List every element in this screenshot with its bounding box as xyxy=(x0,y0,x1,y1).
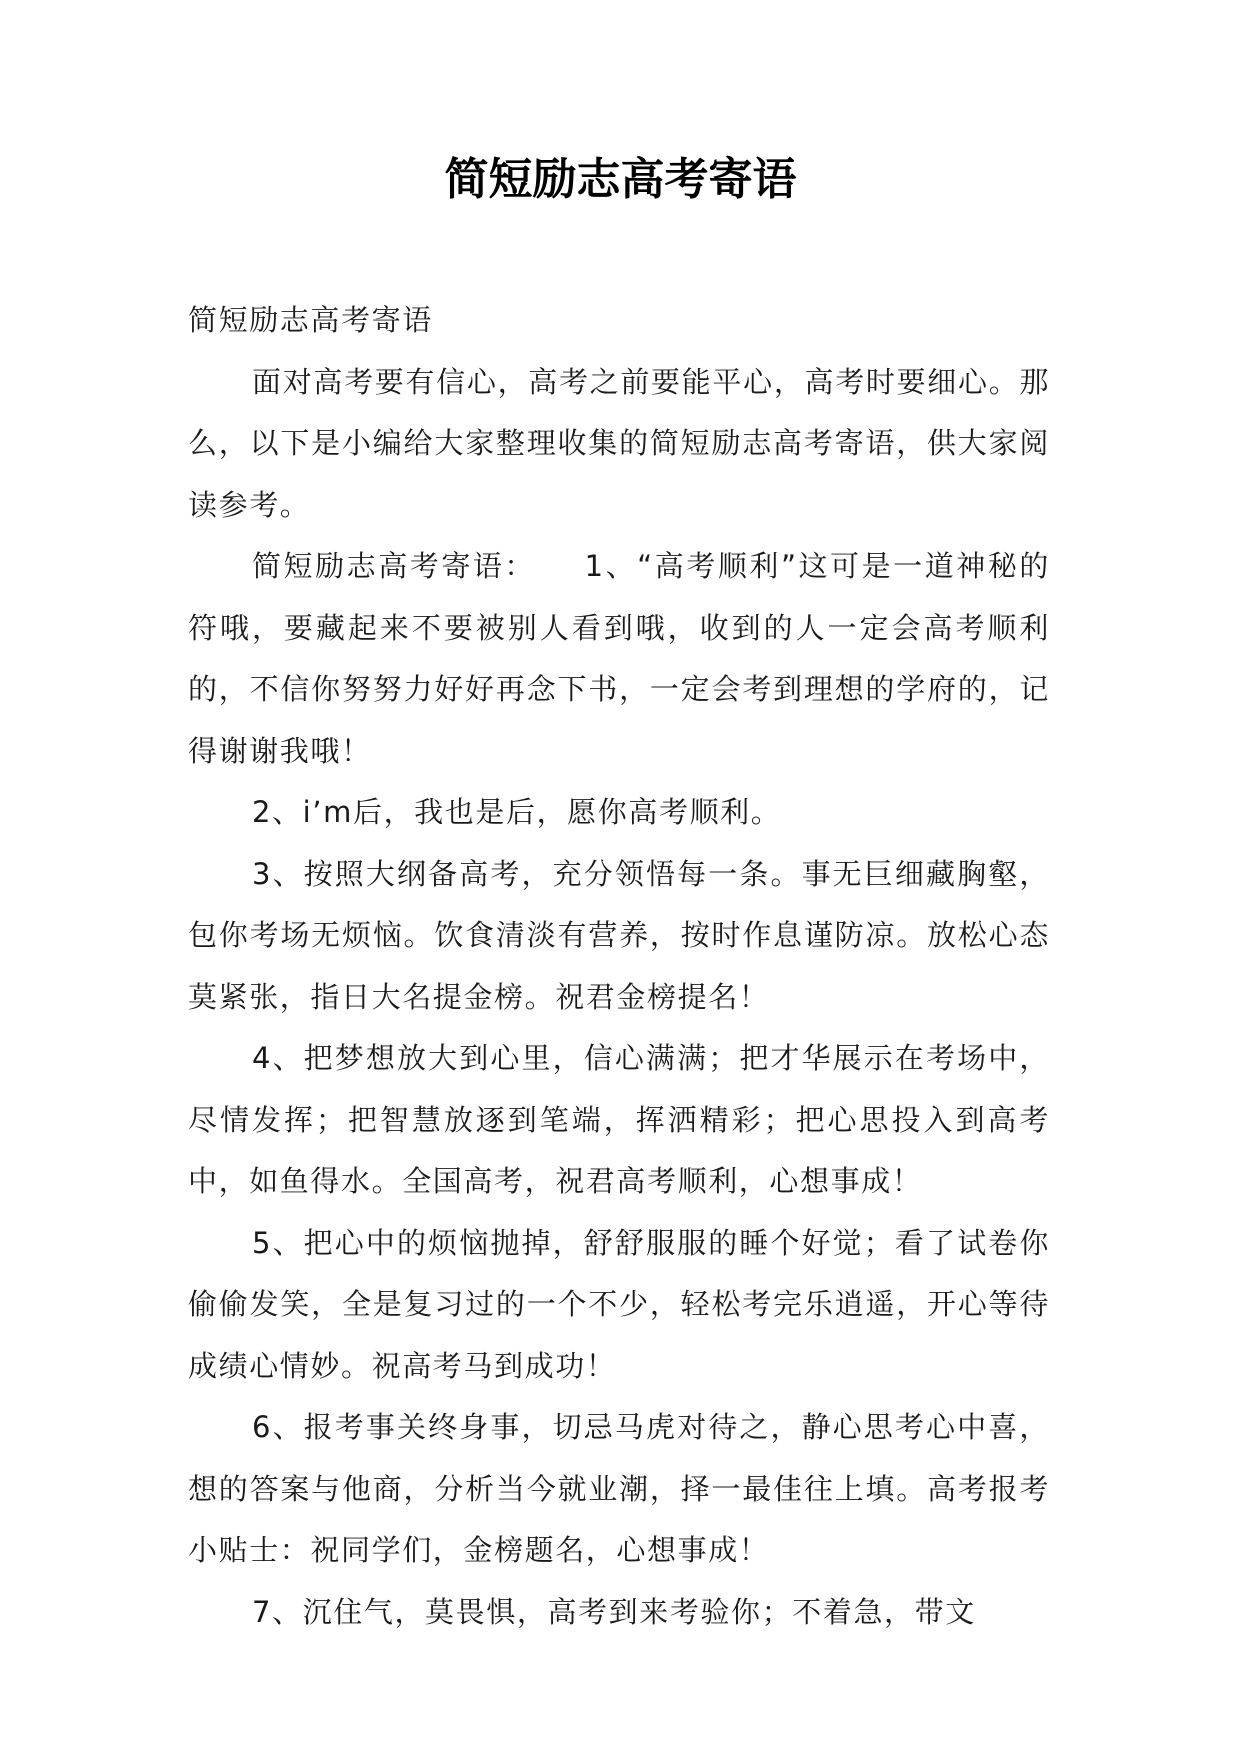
document-title: 简短励志高考寄语 xyxy=(444,154,797,205)
document-body xyxy=(188,290,1050,1643)
body-paragraph: 2、i’m后，我也是后，愿你高考顺利。 xyxy=(252,795,782,829)
body-paragraph: 面对高考要有信心，高考之前要能平心，高考时要细心。那么，以下是小编给大家整理收集的简短励志高考寄语，供大家阅读参考。 xyxy=(188,364,1050,522)
body-paragraph: 7、沉住气，莫畏惧，高考到来考验你；不着急，带文 xyxy=(252,1594,976,1629)
body-paragraph: 3、按照大纲备高考，充分领悟每一条。事无巨细藏胸壑，包你考场无烦恼。饮食清淡有营养，按时作息谨防凉。放松心态莫紧张，指日大名提金榜。祝君金榜提名！ xyxy=(188,856,1050,1014)
body-paragraph: 简短励志高考寄语： 1、“高考顺利”这可是一道神秘的符哦，要藏起来不要被别人看到哦，收到的人一定会高考顺利的，不信你努努力好好再念下书，一定会考到理想的学府的，记得谢谢我哦！ xyxy=(188,549,1050,768)
body-paragraph: 5、把心中的烦恼抛掉，舒舒服服的睡个好觉；看了试卷你偷偷发笑，全是复习过的一个不少，轻松考完乐逍遥，开心等待成绩心情妙。祝高考马到成功！ xyxy=(188,1225,1050,1383)
document-subtitle: 简短励志高考寄语 xyxy=(188,303,433,337)
body-paragraph: 6、报考事关终身事，切忌马虎对待之，静心思考心中喜，想的答案与他商，分析当今就业潮，择一最佳往上填。高考报考小贴士：祝同学们，金榜题名，心想事成！ xyxy=(188,1410,1050,1567)
body-paragraph: 4、把梦想放大到心里，信心满满；把才华展示在考场中，尽情发挥；把智慧放逐到笔端，挥洒精彩；把心思投入到高考中，如鱼得水。全国高考，祝君高考顺利，心想事成！ xyxy=(188,1041,1050,1198)
